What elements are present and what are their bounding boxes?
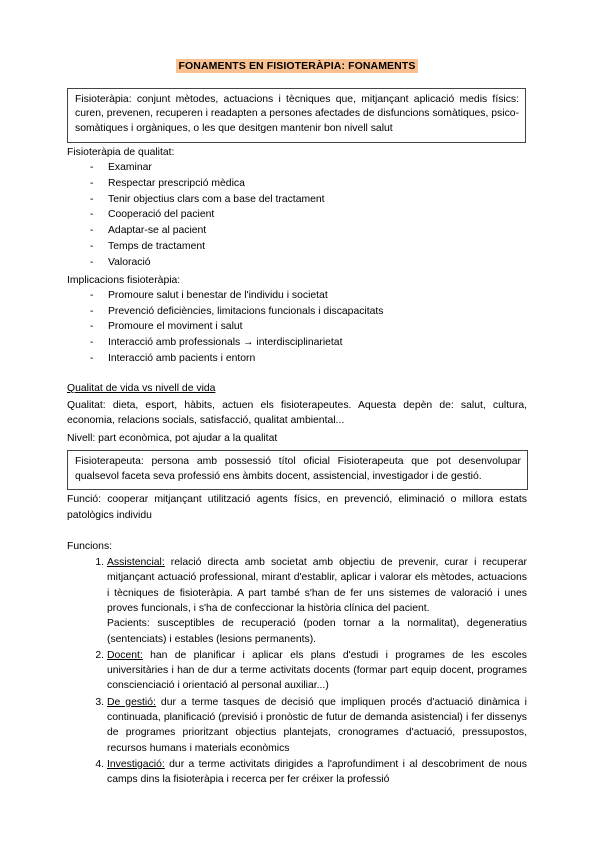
list-item [67, 239, 527, 255]
list-item-label: Cooperació del pacient [108, 209, 215, 221]
list-item-label: Interacció amb professionals → interdisciplinarietat [108, 337, 343, 349]
definition-box-fisioterapeuta-text: Fisioterapeuta: persona amb possessió títol oficial Fisioterapeuta que pot desenvolupar qualsevol faceta seva professió ens àmbits docent, assistencial, investigador i de gestió. [75, 455, 521, 482]
list-item [67, 757, 527, 788]
list-item [67, 695, 527, 756]
list-item-term: Docent: [107, 649, 143, 661]
dash-bullet-icon: - [90, 177, 94, 189]
list-item-label: Promoure salut i benestar de l'individu i societat [108, 289, 328, 301]
dash-bullet-icon: - [90, 225, 94, 237]
quality-vs-level-heading: Qualitat de vida vs nivell de vida [67, 382, 216, 394]
list-item-label: Promoure el moviment i salut [108, 321, 243, 333]
list-item-body: dur a terme tasques de decisió que impliquen procés d'actuació dinàmica i continuada, planificació (previsió i pronòstic de futur de demanda asistencial) i fer dissenys de programes prioritzant objectius plantejats, cronogrames d'actuació, pressupostos, recursos humans i materials econòmics [107, 696, 527, 754]
quality-section-heading: Fisioteràpia de qualitat: [67, 146, 175, 158]
list-item-number: 2. [95, 649, 104, 661]
quality-vs-level-line-2: Nivell: part econòmica, pot ajudar a la qualitat [67, 432, 278, 444]
list-item-label: Respectar prescripció mèdica [108, 177, 245, 189]
list-item [67, 288, 527, 304]
list-item-label: Examinar [108, 162, 152, 174]
list-item-body: dur a terme activitats dirigides a l'aprofundiment i al descobriment de nous camps dins la fisioteràpia i recerca per fer créixer la professió [107, 758, 527, 786]
functions-list [67, 555, 527, 787]
list-item [67, 351, 527, 367]
list-item-label: Temps de tractament [108, 241, 206, 253]
functions-section-heading: Funcions: [67, 540, 113, 552]
implications-list [67, 288, 527, 367]
list-item [67, 648, 527, 694]
quality-vs-level-line-1: Qualitat: dieta, esport, hàbits, actuen els fisioterapeutes. Aquesta depèn de: salut, cultura, economia, relacions socials, satisfacció, qualitat ambiental... [67, 399, 527, 427]
list-item-number: 4. [95, 758, 104, 770]
quality-list [67, 160, 527, 271]
list-item-body: han de planificar i aplicar els plans d'estudi i programes de les escoles universitàries i han de dur a terme activitats docents (formar part equip docent, programes conscienciació i orientació al personal auxiliar...) [107, 649, 527, 692]
list-item-number: 3. [95, 696, 104, 708]
dash-bullet-icon: - [90, 305, 94, 317]
list-item-label: Prevenció deficiències, limitacions funcionals i discapacitats [108, 305, 384, 317]
definition-box-fisioterapeuta [67, 450, 528, 491]
list-item-label: Tenir objectius clars com a base del tractament [108, 193, 325, 205]
spacer [67, 367, 527, 381]
function-paragraph: Funció: cooperar mitjançant utilització agents físics, en prevenció, eliminació o millora estats patològics individu [67, 494, 527, 521]
dash-bullet-icon: - [90, 289, 94, 301]
list-item-label: Valoració [108, 256, 151, 268]
definition-box-fisioterapia [67, 88, 526, 143]
list-item-term: Investigació: [107, 758, 165, 770]
list-item [67, 207, 527, 223]
page-title [67, 60, 527, 74]
list-item-term: De gestió: [107, 696, 156, 708]
dash-bullet-icon: - [90, 209, 94, 221]
dash-bullet-icon: - [90, 193, 94, 205]
list-item [67, 304, 527, 320]
implications-section-heading: Implicacions fisioteràpia: [67, 274, 181, 286]
list-item [67, 160, 527, 176]
list-item-term: Assistencial: [107, 557, 165, 569]
list-item [67, 555, 527, 647]
list-item-body: relació directa amb societat amb objectiu de prevenir, curar i recuperar mitjançant actuació professional, mirant d'establir, aplicar i valorar els mètodes, actuacions i tècniques de fisioteràpia. A part també s'han de fer uns sistemes de valoració i unes proves funcionals, i s'ha de confeccionar la història clínica del pacient. [107, 557, 527, 614]
list-item [67, 176, 527, 192]
list-item-label: Adaptar-se al pacient [108, 225, 207, 237]
list-item [67, 192, 527, 208]
list-item [67, 319, 527, 335]
dash-bullet-icon: - [90, 353, 94, 365]
definition-box-fisioterapia-text: Fisioteràpia: conjunt mètodes, actuacions i tècniques que, mitjançant aplicació medis físics: curen, prevenen, recuperen i readapten a persones afectades de disfuncions somàtiques, psico-somàtiques i orgàniques, o les que desitgen mantenir bon nivell salut [75, 93, 519, 135]
list-item-number: 1. [95, 557, 104, 569]
dash-bullet-icon: - [90, 256, 94, 268]
dash-bullet-icon: - [90, 162, 94, 174]
list-item-label: Interacció amb pacients i entorn [108, 353, 256, 365]
dash-bullet-icon: - [90, 321, 94, 333]
page-title-text: FONAMENTS EN FISIOTERÀPIA: FONAMENTS [176, 59, 419, 73]
dash-bullet-icon: - [90, 337, 94, 349]
list-item-extra: Pacients: susceptibles de recuperació (poden tornar a la normalitat), degeneratius (sentenciats) i estables (lesions permanents). [107, 618, 527, 645]
dash-bullet-icon: - [90, 241, 94, 253]
list-item [67, 223, 527, 239]
list-item [67, 255, 527, 271]
list-item [67, 335, 527, 351]
spacer [67, 523, 527, 537]
